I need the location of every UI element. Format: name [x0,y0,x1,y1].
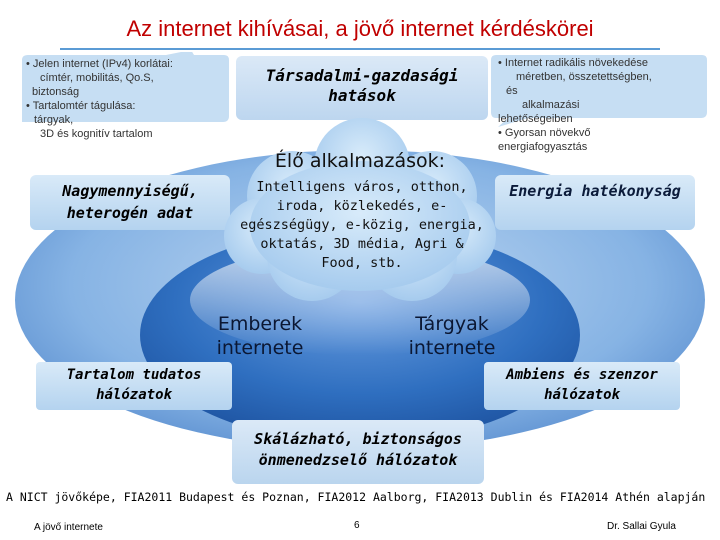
box-tarsadalmi-label: Társadalmi-gazdasági hatások [265,66,459,105]
box-skalazhato-label: Skálázható, biztonságos önmenedzselő hálózatok [254,430,462,469]
box-tarsadalmi-gazdasagi [236,56,488,120]
box-ambiens-label: Ambiens és szenzor hálózatok [506,367,658,403]
targyak-internete: Tárgyak internete [408,313,496,359]
callout-right-line-2: méretben, összetettségben, [516,71,652,83]
callout-right-line-1: • Internet radikális növekedése [498,57,648,69]
footer-author: Dr. Sallai Gyula [607,521,676,532]
box-tartalom-tudatos [36,362,232,410]
footer-left: A jövő internete [34,522,103,533]
callout-right-line-3: és [506,85,518,97]
box-nagymennyisegu-label: Nagymennyiségű, heterogén adat [62,182,198,222]
callout-left-line-5: tárgyak, [34,114,74,126]
center-cloud-heading: Élő alkalmazások: [274,150,446,172]
emberek-internete: Emberek internete [216,313,304,359]
box-nagymennyisegu-adat [30,175,230,230]
callout-left-line-1: • Jelen internet (IPv4) korlátai: [26,58,173,70]
callout-right [498,56,713,154]
footer-source: A NICT jövőképe, FIA2011 Budapest és Poznan, FIA2012 Aalborg, FIA2013 Dublin és FIA2014 Athén alapján [6,490,706,504]
callout-left-line-2: címtér, mobilitás, Qo.S, [40,72,154,84]
callout-right-line-4: alkalmazási [522,99,580,111]
box-ambiens-szenzor [484,362,680,410]
box-skalazhato [232,420,484,484]
box-tartalom-label: Tartalom tudatos hálózatok [66,367,202,403]
box-energia-label: Energia hatékonyság [509,182,681,200]
callout-left-line-6: 3D és kognitív tartalom [40,128,153,140]
callout-right-line-6: • Gyorsan növekvő [498,127,591,139]
center-cloud-body: Intelligens város, otthon, iroda, közlekedés, e-egészségügy, e-közig, energia, oktatás, 3D média, Agri & Food, stb. [240,179,484,271]
callout-left-line-3: biztonság [32,86,80,98]
callout-left [26,57,226,141]
callout-left-line-4: • Tartalomtér tágulása: [26,100,136,112]
box-energia-hatekonysag [495,175,695,230]
footer-page-number: 6 [354,520,360,531]
callout-right-line-5: lehetőségeiben [498,113,573,125]
slide-title: Az internet kihívásai, a jövő internet kérdéskörei [126,16,594,41]
callout-right-line-7: energiafogyasztás [498,141,588,153]
